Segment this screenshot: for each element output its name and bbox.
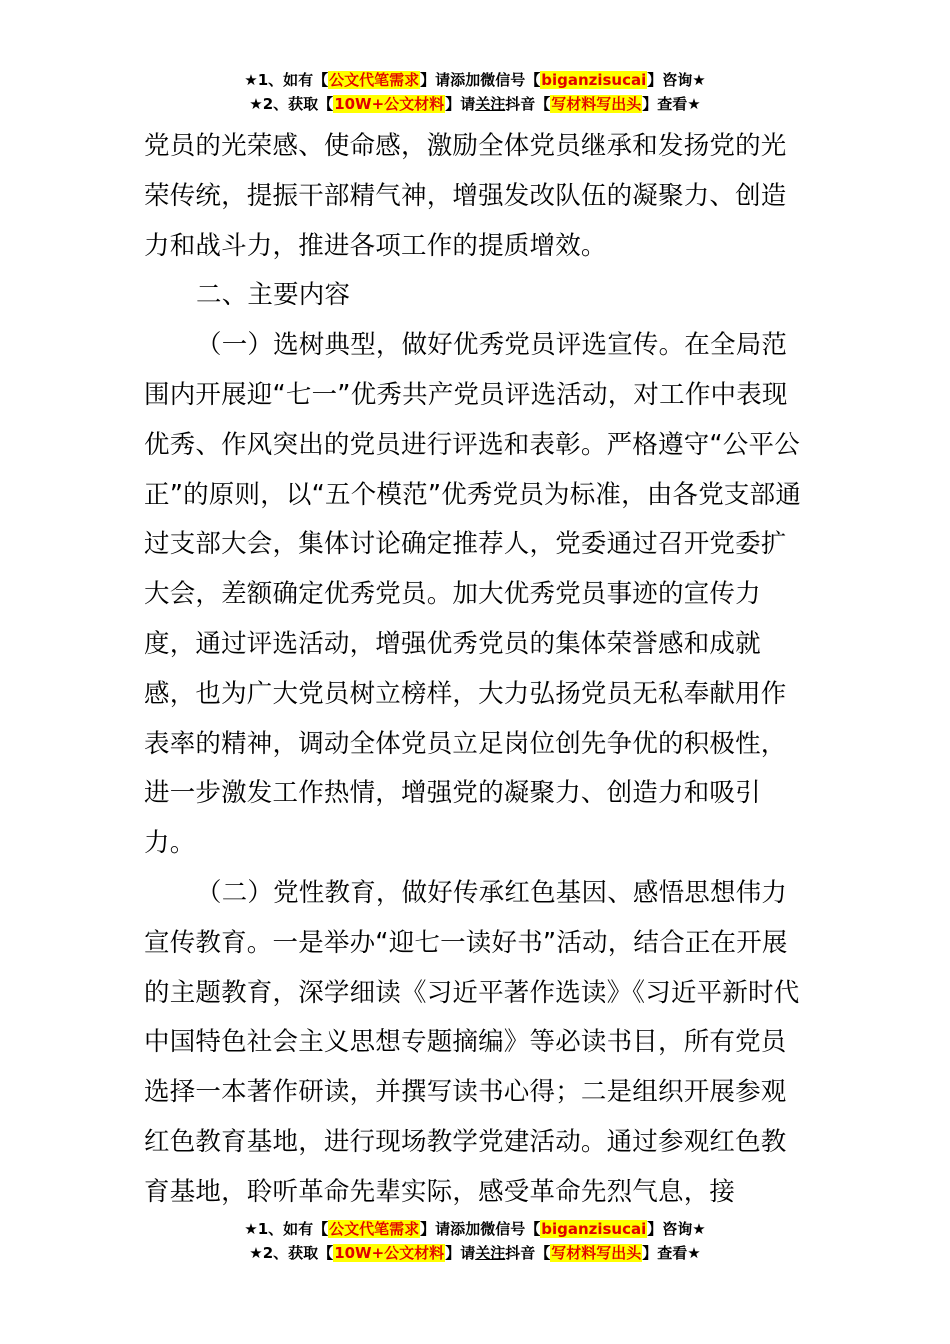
banner-highlight: 10W+公文材料 — [334, 1244, 445, 1262]
banner-underlined-text: 关注 — [475, 95, 506, 113]
banner-text: 加 — [465, 1220, 481, 1238]
header-banner-line-2 — [0, 92, 950, 116]
paragraph-2: （二）党性教育，做好传承红色基因、感悟思想伟力宣传教育。一是举办“迎七一读好书”活动，结合正在开展的主题教育，深学细读《习近平著作选读》《习近平新时代中国特色社会主义思想专题摘编》等必读书目，所有党员选择一本著作研读，并撰写读书心得；二是组织开展参观红色教育基地，进行现场教学党建活动。通过参观红色教育基地，聆听革命先辈实际，感受革命先烈气息，接 — [144, 877, 800, 1207]
banner-text: 抖音【 — [505, 95, 551, 113]
banner-text: 】查看★ — [642, 95, 701, 113]
header-banner-line-1 — [0, 68, 950, 92]
banner-text: 微信号【 — [480, 1220, 541, 1238]
banner-text: ★2、获取【 — [249, 1244, 334, 1262]
banner-text: 】请 — [445, 1244, 476, 1262]
banner-text: ★1、如有【 — [244, 71, 329, 89]
banner-text: ★1、如有【 — [244, 1220, 329, 1238]
footer-banner-line-2 — [0, 1241, 950, 1265]
banner-text: 微信号【 — [480, 71, 541, 89]
banner-text: 】咨询★ — [647, 1220, 706, 1238]
banner-text: 】请添 — [420, 1220, 466, 1238]
banner-highlight: 10W+公文材料 — [334, 95, 445, 113]
wechat-id-highlight: biganzisucai — [541, 71, 647, 89]
banner-text: 加 — [465, 71, 481, 89]
banner-text: 】咨询★ — [647, 71, 706, 89]
header-banner — [0, 68, 950, 116]
banner-text: 】查看★ — [642, 1244, 701, 1262]
banner-text: 】请添 — [420, 71, 466, 89]
continuation-paragraph: 党员的光荣感、使命感，激励全体党员继承和发扬党的光荣传统，提振干部精气神，增强发改队伍的凝聚力、创造力和战斗力，推进各项工作的提质增效。 — [144, 131, 787, 261]
banner-highlight: 公文代笔需求 — [329, 1220, 420, 1238]
banner-highlight: 公文代笔需求 — [329, 71, 420, 89]
banner-text: 】请 — [445, 95, 476, 113]
footer-banner-line-1 — [0, 1217, 950, 1241]
banner-text: ★2、获取【 — [249, 95, 334, 113]
banner-underlined-text: 关注 — [475, 1244, 506, 1262]
wechat-id-highlight: biganzisucai — [541, 1220, 647, 1238]
douyin-id-highlight: 写材料写出头 — [551, 1244, 642, 1262]
footer-banner — [0, 1217, 950, 1265]
section-heading: 二、主要内容 — [196, 280, 351, 311]
document-body — [144, 122, 812, 1218]
douyin-id-highlight: 写材料写出头 — [551, 95, 642, 113]
paragraph-1: （一）选树典型，做好优秀党员评选宣传。在全局范围内开展迎“七一”优秀共产党员评选活动，对工作中表现优秀、作风突出的党员进行评选和表彰。严格遵守“公平公正”的原则，以“五个模范”优秀党员为标准，由各党支部通过支部大会，集体讨论确定推荐人，党委通过召开党委扩大会，差额确定优秀党员。加大优秀党员事迹的宣传力度，通过评选活动，增强优秀党员的集体荣誉感和成就感，也为广大党员树立榜样，大力弘扬党员无私奉献用作表率的精神，调动全体党员立足岗位创先争优的积极性，进一步激发工作热情，增强党的凝聚力、创造力和吸引力。 — [144, 330, 802, 859]
banner-text: 抖音【 — [505, 1244, 551, 1262]
